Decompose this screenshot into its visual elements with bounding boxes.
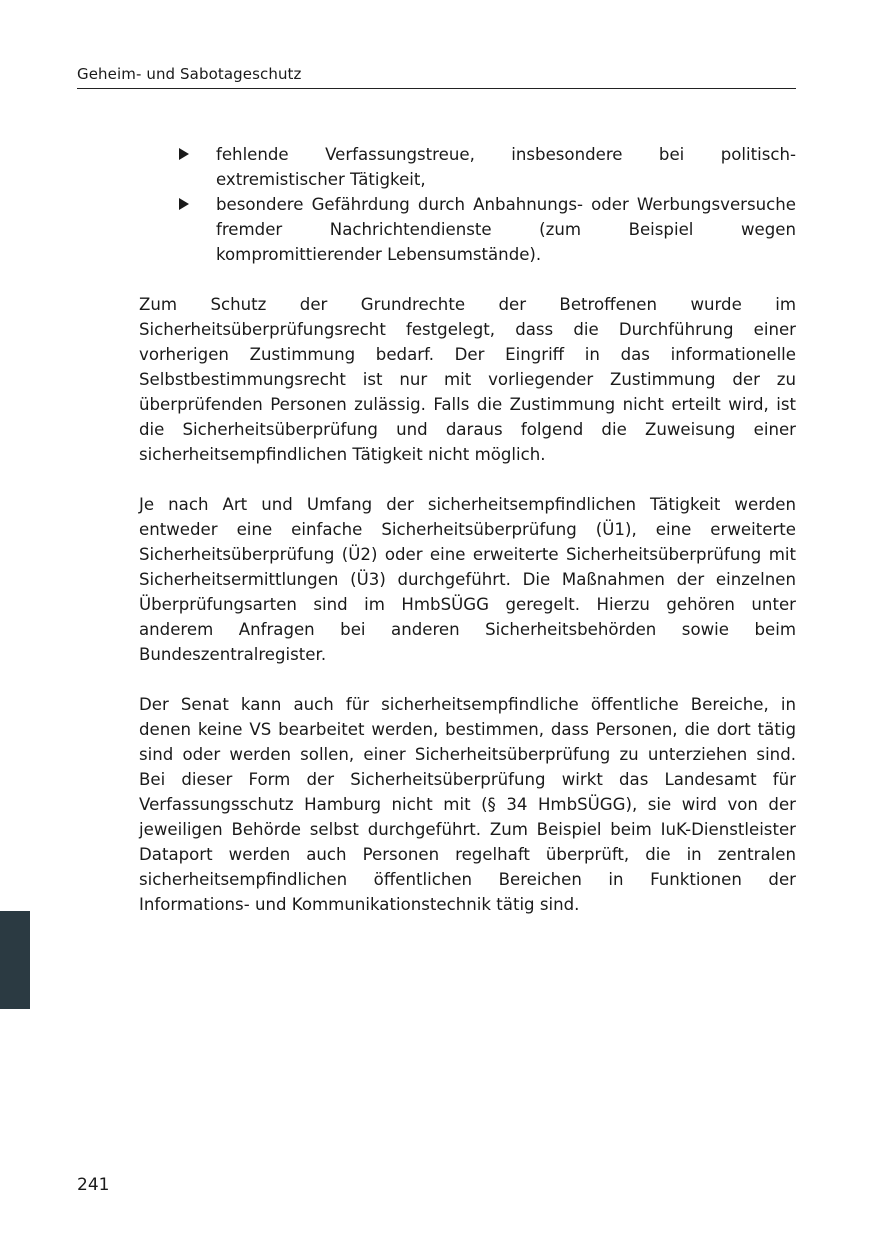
paragraph-consent: Zum Schutz der Grundrechte der Betroffenen wurde im Sicherheitsüberprüfungsrecht festgelegt, dass die Durchführung einer vorherigen Zustimmung bedarf. Der Eingriff in das informationelle Selbstbestimmungsrecht ist nur mit vorliegender Zustimmung der zu überprüfenden Personen zulässig. Falls die Zustimmung nicht erteilt wird, ist die Sicherheitsüberprüfung und daraus folgend die Zuweisung einer sicherheitsempfindlichen Tätigkeit nicht möglich. [139, 295, 796, 464]
header-title: Geheim- und Sabotageschutz [77, 65, 302, 83]
bullet-text: besondere Gefährdung durch Anbahnungs- oder Werbungsversuche fremder Nachrichtendienste (zum Beispiel wegen kompromittierender Lebensumstände). [216, 195, 796, 264]
list-item [139, 142, 796, 192]
paragraph-check-levels: Je nach Art und Umfang der sicherheitsempfindlichen Tätigkeit werden entweder eine einfache Sicherheitsüberprüfung (Ü1), eine erweiterte Sicherheitsüberprüfung (Ü2) oder eine erweiterte Sicherheitsüberprüfung mit Sicherheitsermittlungen (Ü3) durchgeführt. Die Maßnahmen der einzelnen Überprüfungsarten sind im HmbSÜGG geregelt. Hierzu gehören unter anderem Anfragen bei anderen Sicherheitsbehörden sowie beim Bundeszentralregister. [139, 495, 796, 664]
triangle-bullet-icon [179, 148, 189, 160]
page-number: 241 [77, 1175, 110, 1195]
bullet-text: fehlende Verfassungstreue, insbesondere bei politisch-extremistischer Tätigkeit, [216, 145, 796, 189]
list-item [139, 192, 796, 267]
page-body [139, 142, 796, 942]
running-header [77, 64, 796, 89]
triangle-bullet-icon [179, 198, 189, 210]
paragraph-senate: Der Senat kann auch für sicherheitsempfindliche öffentliche Bereiche, in denen keine VS bearbeitet werden, bestimmen, dass Personen, die dort tätig sind oder werden sollen, einer Sicherheitsüberprüfung zu unterziehen sind. Bei dieser Form der Sicherheitsüberprüfung wirkt das Landesamt für Verfassungsschutz Hamburg nicht mit (§ 34 HmbSÜGG), sie wird von der jeweiligen Behörde selbst durchgeführt. Zum Beispiel beim IuK-Dienstleister Dataport werden auch Personen regelhaft überprüft, die in zentralen sicherheitsempfindlichen öffentlichen Bereichen in Funktionen der Informations- und Kommunikationstechnik tätig sind. [139, 695, 796, 914]
bullet-list [139, 142, 796, 267]
chapter-tab-marker [0, 911, 30, 1009]
